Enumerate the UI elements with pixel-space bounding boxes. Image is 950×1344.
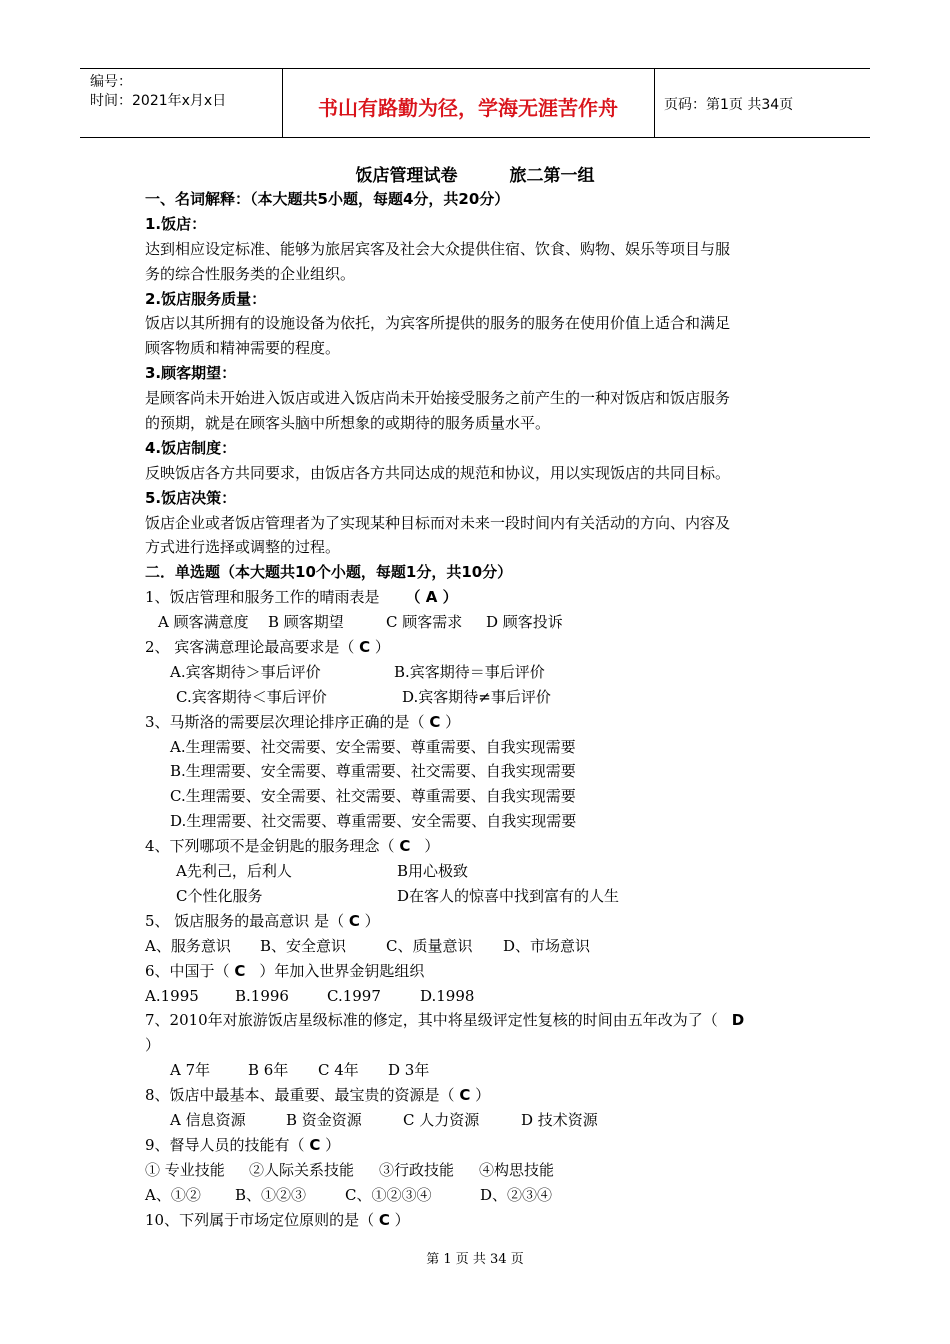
definition-2-line-1: 饭店以其所拥有的设施设备为依托，为宾客所提供的服务的服务在使用价值上适合和满足 [145, 314, 731, 333]
term-3: 3.顾客期望： [145, 364, 237, 383]
question-8-option-d: D 技术资源 [521, 1110, 598, 1129]
question-1-options [145, 610, 805, 635]
question-2-option-a: A.宾客期待＞事后评价 [170, 662, 321, 681]
question-1-stem: 1、饭店管理和服务工作的晴雨表是 [145, 588, 380, 607]
definition-1-line-2: 务的综合性服务类的企业组织。 [145, 264, 356, 283]
question-1-option-b: B 顾客期望 [268, 613, 344, 632]
question-8 [145, 1083, 805, 1108]
question-4-option-c: C个性化服务 [176, 886, 263, 905]
question-2-close: ） [374, 638, 390, 657]
question-2-option-b: B.宾客期待＝事后评价 [394, 662, 545, 681]
term-4: 4.饭店制度： [145, 438, 237, 457]
definition-3-line-2: 的预期，就是在顾客头脑中所想象的或期待的服务质量水平。 [145, 414, 551, 433]
question-3-option-c: C.生理需要、安全需要、社交需要、尊重需要、自我实现需要 [170, 787, 576, 806]
question-8-option-b: B 资金资源 [286, 1110, 362, 1129]
exam-title-group: 旅二第一组 [509, 166, 595, 186]
question-7-answer: D [731, 1011, 745, 1030]
question-3-option-b: B.生理需要、安全需要、尊重需要、社交需要、自我实现需要 [170, 762, 576, 781]
question-5 [145, 909, 805, 934]
question-7 [145, 1008, 805, 1033]
question-7-option-b: B 6年 [248, 1061, 289, 1080]
term-5: 5.饭店决策： [145, 488, 237, 507]
question-4-options-row-1 [145, 859, 805, 884]
exam-content [145, 187, 805, 1232]
question-7-option-a: A 7年 [170, 1061, 211, 1080]
question-6-option-a: A.1995 [145, 986, 199, 1005]
doc-number-label: 编号： [90, 74, 132, 90]
question-7-option-d: D 3年 [388, 1061, 430, 1080]
question-9-skill-4: ④构思技能 [479, 1160, 555, 1179]
question-2-answer: C [359, 638, 371, 657]
definition-4-line-1: 反映饭店各方共同要求，由饭店各方共同达成的规范和协议，用以实现饭店的共同目标。 [145, 463, 731, 482]
question-5-options [145, 934, 805, 959]
question-3 [145, 710, 805, 735]
question-9-answer: C [309, 1135, 321, 1154]
question-3-option-d: D.生理需要、社交需要、尊重需要、安全需要、自我实现需要 [170, 812, 577, 831]
question-2-options-row-2 [145, 685, 805, 710]
question-4-option-b: B用心极致 [397, 862, 469, 881]
question-6-answer: C [234, 961, 246, 980]
question-5-option-a: A、服务意识 [145, 936, 231, 955]
question-1-option-d: D 顾客投诉 [486, 613, 563, 632]
question-2 [145, 635, 805, 660]
question-9-skills [145, 1158, 805, 1183]
question-6-option-d: D.1998 [420, 986, 475, 1005]
question-4-answer: C [399, 837, 411, 856]
question-4-option-d: D在客人的惊喜中找到富有的人生 [397, 886, 620, 905]
question-6-option-c: C.1997 [327, 986, 381, 1005]
question-3-stem: 3、马斯洛的需要层次理论排序正确的是（ [145, 712, 425, 731]
question-9-skill-3: ③行政技能 [379, 1160, 455, 1179]
definition-2-line-2: 顾客物质和精神需要的程度。 [145, 339, 341, 358]
exam-title-main: 饭店管理试卷 [355, 166, 458, 186]
question-1-answer: （ A ） [405, 588, 458, 607]
question-4-stem: 4、下列哪项不是金钥匙的服务理念（ [145, 837, 395, 856]
question-9-skill-1: ① 专业技能 [145, 1160, 225, 1179]
motto: 书山有路勤为径，学海无涯苦作舟 [318, 96, 618, 120]
section2-heading: 二．单选题（本大题共10个小题，每题1分，共10分） [145, 563, 513, 582]
question-8-options [145, 1108, 805, 1133]
question-5-option-d: D、市场意识 [503, 936, 591, 955]
question-9-option-a: A、①② [145, 1185, 201, 1204]
question-9-option-d: D、②③④ [480, 1185, 553, 1204]
question-2-option-d: D.宾客期待≠事后评价 [402, 687, 551, 706]
question-1 [145, 585, 805, 610]
question-5-option-b: B、安全意识 [260, 936, 347, 955]
question-5-answer: C [348, 911, 360, 930]
question-7-options [145, 1058, 805, 1083]
page-footer: 第 1 页 共 34 页 [426, 1252, 524, 1267]
page-info: 页码：第1页 共34页 [664, 97, 794, 113]
term-2: 2.饭店服务质量： [145, 289, 267, 308]
question-8-close: ） [475, 1086, 491, 1105]
question-9-options [145, 1183, 805, 1208]
question-7-close: ） [145, 1036, 161, 1055]
date-line: 时间：2021年x月x日 [90, 93, 227, 109]
question-8-option-a: A 信息资源 [170, 1110, 246, 1129]
question-1-option-a: A 顾客满意度 [158, 613, 249, 632]
header-right-cell [654, 69, 870, 137]
header-middle-cell [282, 69, 655, 137]
question-2-option-c: C.宾客期待＜事后评价 [176, 687, 327, 706]
question-10-stem: 10、下列属于市场定位原则的是（ [145, 1210, 375, 1229]
header-left-cell [80, 69, 283, 137]
question-5-close: ） [364, 911, 380, 930]
question-6-option-b: B.1996 [235, 986, 289, 1005]
definition-3-line-1: 是顾客尚未开始进入饭店或进入饭店尚未开始接受服务之前产生的一种对饭店和饭店服务 [145, 389, 731, 408]
question-7-stem: 7、2010年对旅游饭店星级标准的修定，其中将星级评定性复核的时间由五年改为了（ [145, 1011, 718, 1030]
question-9-option-b: B、①②③ [235, 1185, 307, 1204]
question-7-option-c: C 4年 [318, 1061, 359, 1080]
question-9-skill-2: ②人际关系技能 [249, 1160, 355, 1179]
question-6 [145, 959, 805, 984]
section1-heading: 一、名词解释：（本大题共5小题，每题4分，共20分） [145, 190, 510, 208]
definition-5-line-1: 饭店企业或者饭店管理者为了实现某种目标而对未来一段时间内有关活动的方向、内容及 [145, 513, 731, 532]
question-4-option-a: A先利己，后利人 [176, 862, 292, 881]
header-table [80, 68, 870, 138]
question-4-options-row-2 [145, 884, 805, 909]
question-6-stem: 6、中国于（ [145, 961, 230, 980]
question-2-options-row-1 [145, 660, 805, 685]
question-6-close: ）年加入世界金钥匙组织 [259, 961, 425, 980]
question-3-option-a: A.生理需要、社交需要、安全需要、尊重需要、自我实现需要 [170, 737, 576, 756]
question-10-close: ） [394, 1210, 410, 1229]
question-4 [145, 834, 805, 859]
question-9-close: ） [325, 1135, 341, 1154]
definition-1-line-1: 达到相应设定标准、能够为旅居宾客及社会大众提供住宿、饮食、购物、娱乐等项目与服 [145, 239, 731, 258]
question-6-options [145, 984, 805, 1009]
question-9 [145, 1133, 805, 1158]
definition-5-line-2: 方式进行选择或调整的过程。 [145, 538, 341, 557]
question-8-option-c: C 人力资源 [403, 1110, 480, 1129]
question-2-stem: 2、 宾客满意理论最高要求是（ [145, 638, 355, 657]
question-8-stem: 8、饭店中最基本、最重要、最宝贵的资源是（ [145, 1086, 455, 1105]
question-1-option-c: C 顾客需求 [386, 613, 463, 632]
question-9-option-c: C、①②③④ [345, 1185, 432, 1204]
question-3-close: ） [445, 712, 461, 731]
exam-title [0, 161, 950, 186]
question-3-answer: C [429, 712, 441, 731]
question-10-answer: C [378, 1210, 390, 1229]
term-1: 1.饭店： [145, 214, 207, 233]
question-8-answer: C [459, 1086, 471, 1105]
question-4-close: ） [424, 837, 440, 856]
question-5-stem: 5、 饭店服务的最高意识 是（ [145, 911, 345, 930]
question-9-stem: 9、督导人员的技能有（ [145, 1135, 305, 1154]
question-10 [145, 1208, 805, 1233]
question-5-option-c: C、质量意识 [386, 936, 473, 955]
